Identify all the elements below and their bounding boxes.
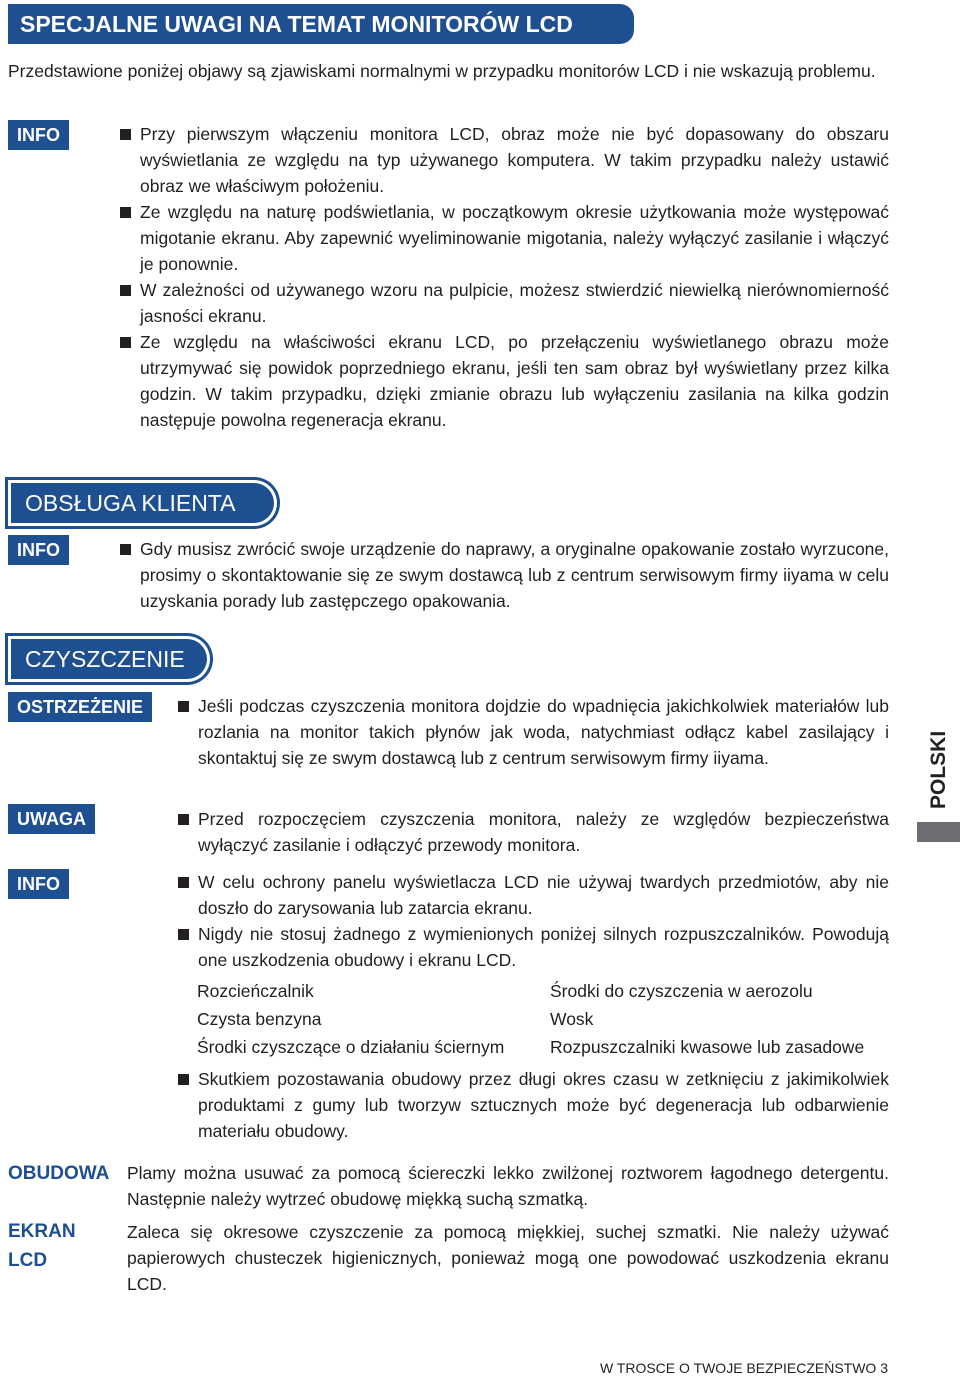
section-heading-cleaning: CZYSZCZENIE bbox=[11, 639, 207, 679]
list-item: Przy pierwszym włączeniu monitora LCD, obraz może nie być dopasowany do obszaru wyświetlania ze względu na typ używanego komputera. W takim przypadku należy ustawić obraz we właściwym położeniu. bbox=[118, 121, 889, 199]
list-item: Przed rozpoczęciem czyszczenia monitora, należy ze względów bezpieczeństwa wyłączyć zasilanie i odłączyć przewody monitora. bbox=[176, 806, 889, 858]
solvent-table bbox=[197, 978, 897, 1062]
bullet-icon bbox=[178, 877, 189, 888]
table-row: Czysta benzyna Wosk bbox=[197, 1009, 594, 1029]
caution-label: UWAGA bbox=[8, 804, 95, 834]
info-label: INFO bbox=[8, 535, 69, 565]
bullet-icon bbox=[120, 337, 131, 348]
bullet-icon bbox=[120, 285, 131, 296]
list-item: W celu ochrony panelu wyświetlacza LCD nie używaj twardych przedmiotów, aby nie doszło do zarysowania lub zatarcia ekranu. bbox=[176, 869, 889, 921]
table-row: Rozcieńczalnik Środki do czyszczenia w aerozolu bbox=[197, 981, 813, 1001]
bullet-icon bbox=[178, 814, 189, 825]
bullet-icon bbox=[178, 701, 189, 712]
warning-list bbox=[176, 693, 889, 771]
info-label: INFO bbox=[8, 869, 69, 899]
bullet-icon bbox=[120, 129, 131, 140]
service-list bbox=[118, 536, 889, 614]
section-heading-customer-service: OBSŁUGA KLIENTA bbox=[11, 483, 274, 523]
screen-label: EKRAN LCD bbox=[8, 1221, 76, 1271]
language-tab-label: POLSKI bbox=[927, 730, 950, 810]
last-cleaning-list bbox=[176, 1066, 889, 1144]
list-item: W zależności od używanego wzoru na pulpicie, możesz stwierdzić niewielką nierównomierność jasności ekranu. bbox=[118, 277, 889, 329]
caution-list bbox=[176, 806, 889, 858]
bullet-icon bbox=[120, 544, 131, 555]
table-row: Środki czyszczące o działaniu ściernym Rozpuszczalniki kwasowe lub zasadowe bbox=[197, 1037, 865, 1057]
list-item: Jeśli podczas czyszczenia monitora dojdzie do wpadnięcia jakichkolwiek materiałów lub rozlania na monitor takich płynów jak woda, natychmiast odłącz kabel zasilający i skontaktuj się ze swym dostawcą lub z centrum serwisowym firmy iiyama. bbox=[176, 693, 889, 771]
list-item: Nigdy nie stosuj żadnego z wymienionych poniżej silnych rozpuszczalników. Powodują one uszkodzenia obudowy i ekranu LCD. bbox=[176, 921, 889, 973]
list-item: Gdy musisz zwrócić swoje urządzenie do naprawy, a oryginalne opakowanie zostało wyrzucone, prosimy o skontaktowanie się ze swym dostawcą lub z centrum serwisowym firmy iiyama w celu uzyskania porady lub zastępczego opakowania. bbox=[118, 536, 889, 614]
bullet-icon bbox=[120, 207, 131, 218]
page-footer: W TROSCE O TWOJE BEZPIECZEŃSTWO 3 bbox=[599, 1360, 888, 1376]
list-item: Ze względu na właściwości ekranu LCD, po przełączeniu wyświetlanego obrazu może utrzymywać się powidok poprzedniego ekranu, jeśli ten sam obraz był wyświetlany przez kilka godzin. W takim przypadku, dzięki zmianie obrazu lub wyłączeniu zasilania na kilka godzin następuje powolna regeneracja ekranu. bbox=[118, 329, 889, 433]
language-tab-bar bbox=[917, 822, 960, 842]
bullet-icon bbox=[178, 929, 189, 940]
info-list bbox=[118, 121, 889, 433]
screen-text: Zaleca się okresowe czyszczenie za pomocą miękkiej, suchej szmatki. Nie należy używać papierowych chusteczek higienicznych, ponieważ mogą one powodować uszkodzenia ekranu LCD. bbox=[127, 1222, 889, 1294]
language-tab bbox=[917, 720, 960, 842]
cabinet-text: Plamy można usuwać za pomocą ściereczki lekko zwilżonej roztworem łagodnego detergentu. Następnie należy wytrzeć obudowę miękką suchą szmatką. bbox=[127, 1163, 889, 1209]
list-item: Skutkiem pozostawania obudowy przez długi okres czasu w zetknięciu z jakimikolwiek produktami z gumy lub tworzyw sztucznych może być degeneracja lub odbarwienie materiału obudowy. bbox=[176, 1066, 889, 1144]
list-item: Ze względu na naturę podświetlania, w początkowym okresie użytkowania może występować migotanie ekranu. Aby zapewnić wyeliminowanie migotania, należy wyłączyć zasilanie i włączyć je ponownie. bbox=[118, 199, 889, 277]
warning-label: OSTRZEŻENIE bbox=[8, 692, 152, 722]
info-label: INFO bbox=[8, 120, 69, 150]
intro-text: Przedstawione poniżej objawy są zjawiskami normalnymi w przypadku monitorów LCD i nie wskazują problemu. bbox=[8, 61, 876, 81]
bullet-icon bbox=[178, 1074, 189, 1085]
info-cleaning-list bbox=[176, 869, 889, 973]
page-title: SPECJALNE UWAGI NA TEMAT MONITORÓW LCD bbox=[8, 4, 634, 44]
cabinet-label: OBUDOWA bbox=[8, 1163, 110, 1184]
